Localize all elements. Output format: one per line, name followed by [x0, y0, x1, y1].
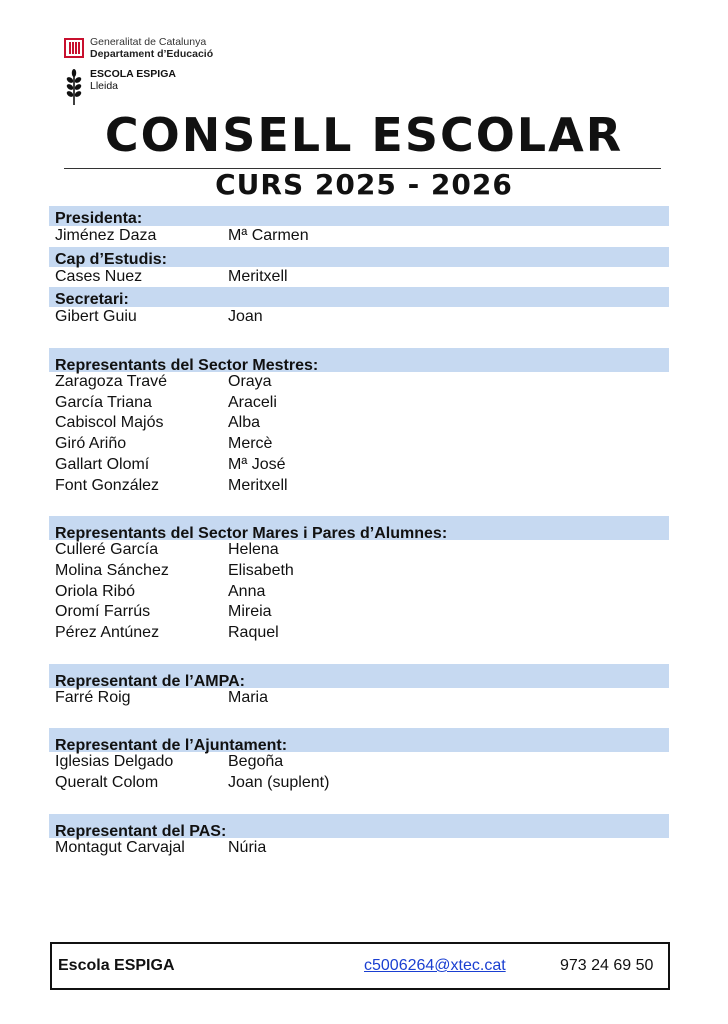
member-given-name: Joan [228, 308, 263, 326]
school-brand [64, 68, 213, 106]
member-surname: Iglesias Delgado [55, 753, 174, 771]
member-row [49, 582, 669, 603]
member-row [49, 688, 669, 709]
roster-section [49, 287, 669, 328]
wheat-spike-icon [64, 68, 84, 106]
member-given-name: Raquel [228, 623, 279, 641]
member-row [49, 838, 669, 859]
footer-school-name: Escola ESPIGA [58, 957, 175, 974]
member-surname: García Triana [55, 393, 152, 411]
member-given-name: Anna [228, 582, 266, 600]
contact-footer [50, 942, 670, 990]
member-row [49, 455, 669, 476]
member-surname: Gibert Guiu [55, 308, 137, 326]
member-surname: Giró Ariño [55, 435, 127, 453]
roster-section [49, 728, 669, 793]
member-given-name: Mercè [228, 435, 273, 453]
gencat-brand [64, 36, 213, 60]
section-spacer [49, 644, 669, 664]
member-surname: Montagut Carvajal [55, 838, 185, 856]
footer-phone: 973 24 69 50 [560, 957, 654, 974]
department-name: Departament d’Educació [90, 48, 214, 60]
member-row [49, 773, 669, 794]
member-given-name: Meritxell [228, 267, 288, 285]
member-surname: Zaragoza Travé [55, 373, 168, 391]
gencat-logo-icon [64, 38, 84, 58]
section-spacer [49, 328, 669, 348]
section-spacer [49, 708, 669, 728]
school-text [90, 68, 176, 92]
member-row [49, 561, 669, 582]
member-given-name: Maria [228, 688, 269, 706]
letterhead [64, 36, 213, 106]
member-given-name: Araceli [228, 393, 277, 411]
member-row [49, 267, 669, 288]
member-row [49, 413, 669, 434]
member-row [49, 434, 669, 455]
section-heading: Representant del PAS: [55, 822, 227, 840]
section-heading-band [49, 287, 669, 307]
gencat-name: Generalitat de Catalunya [90, 36, 207, 48]
member-surname: Molina Sánchez [55, 561, 169, 579]
page-subtitle: CURS 2025 - 2026 [215, 168, 513, 201]
section-heading-band [49, 516, 669, 543]
member-row [49, 372, 669, 393]
member-given-name: Mireia [228, 603, 272, 621]
member-given-name: Helena [228, 541, 279, 559]
member-surname: Queralt Colom [55, 774, 159, 791]
gencat-text [90, 36, 213, 60]
section-heading: Representant de l’Ajuntament: [55, 737, 288, 755]
member-row [49, 393, 669, 414]
member-given-name: Mª Carmen [228, 227, 309, 244]
member-given-name: Begoña [228, 753, 284, 771]
member-surname: Culleré García [55, 541, 159, 559]
section-heading-band [49, 728, 669, 755]
section-heading-band [49, 247, 669, 267]
member-row [49, 307, 669, 328]
member-surname: Cabiscol Majós [55, 414, 164, 432]
roster-section [49, 247, 669, 288]
section-spacer [49, 496, 669, 516]
footer-email-link[interactable]: c5006264@xtec.cat [364, 957, 506, 974]
section-heading-band [49, 348, 669, 375]
section-heading: Cap d’Estudis: [55, 250, 168, 268]
member-given-name: Alba [228, 414, 261, 432]
roster-section [49, 814, 669, 859]
member-surname: Pérez Antúnez [55, 623, 160, 641]
member-row [49, 540, 669, 561]
section-spacer [49, 794, 669, 814]
roster-section [49, 516, 669, 643]
roster-section [49, 348, 669, 496]
member-surname: Oromí Farrús [55, 603, 151, 621]
member-surname: Cases Nuez [55, 267, 143, 285]
page-title: CONSELL ESCOLAR [104, 108, 624, 162]
council-roster [49, 206, 669, 858]
member-row [49, 623, 669, 644]
roster-section [49, 664, 669, 709]
school-city: Lleida [90, 80, 119, 92]
section-heading: Presidenta: [55, 210, 143, 227]
section-heading: Representants del Sector Mares i Pares d’Alumnes: [55, 525, 448, 543]
section-heading-band [49, 206, 669, 226]
member-row [49, 226, 669, 247]
member-given-name: Oraya [228, 373, 272, 391]
member-given-name: Elisabeth [228, 561, 294, 579]
school-name: ESCOLA ESPIGA [90, 68, 176, 80]
section-heading-band [49, 814, 669, 838]
member-surname: Jiménez Daza [55, 227, 157, 244]
section-heading: Secretari: [55, 291, 129, 309]
member-surname: Gallart Olomí [55, 455, 150, 473]
member-given-name: Meritxell [228, 476, 288, 494]
section-heading-band [49, 664, 669, 688]
roster-section [49, 206, 669, 247]
member-row [49, 476, 669, 497]
member-given-name: Joan (suplent) [228, 774, 330, 791]
member-row [49, 752, 669, 773]
member-surname: Oriola Ribó [55, 582, 136, 600]
section-heading: Representant de l’AMPA: [55, 672, 245, 690]
section-heading: Representants del Sector Mestres: [55, 357, 319, 375]
member-given-name: Mª José [228, 455, 286, 473]
member-given-name: Núria [228, 838, 267, 856]
member-row [49, 602, 669, 623]
member-surname: Farré Roig [55, 688, 131, 706]
member-surname: Font González [55, 476, 160, 494]
